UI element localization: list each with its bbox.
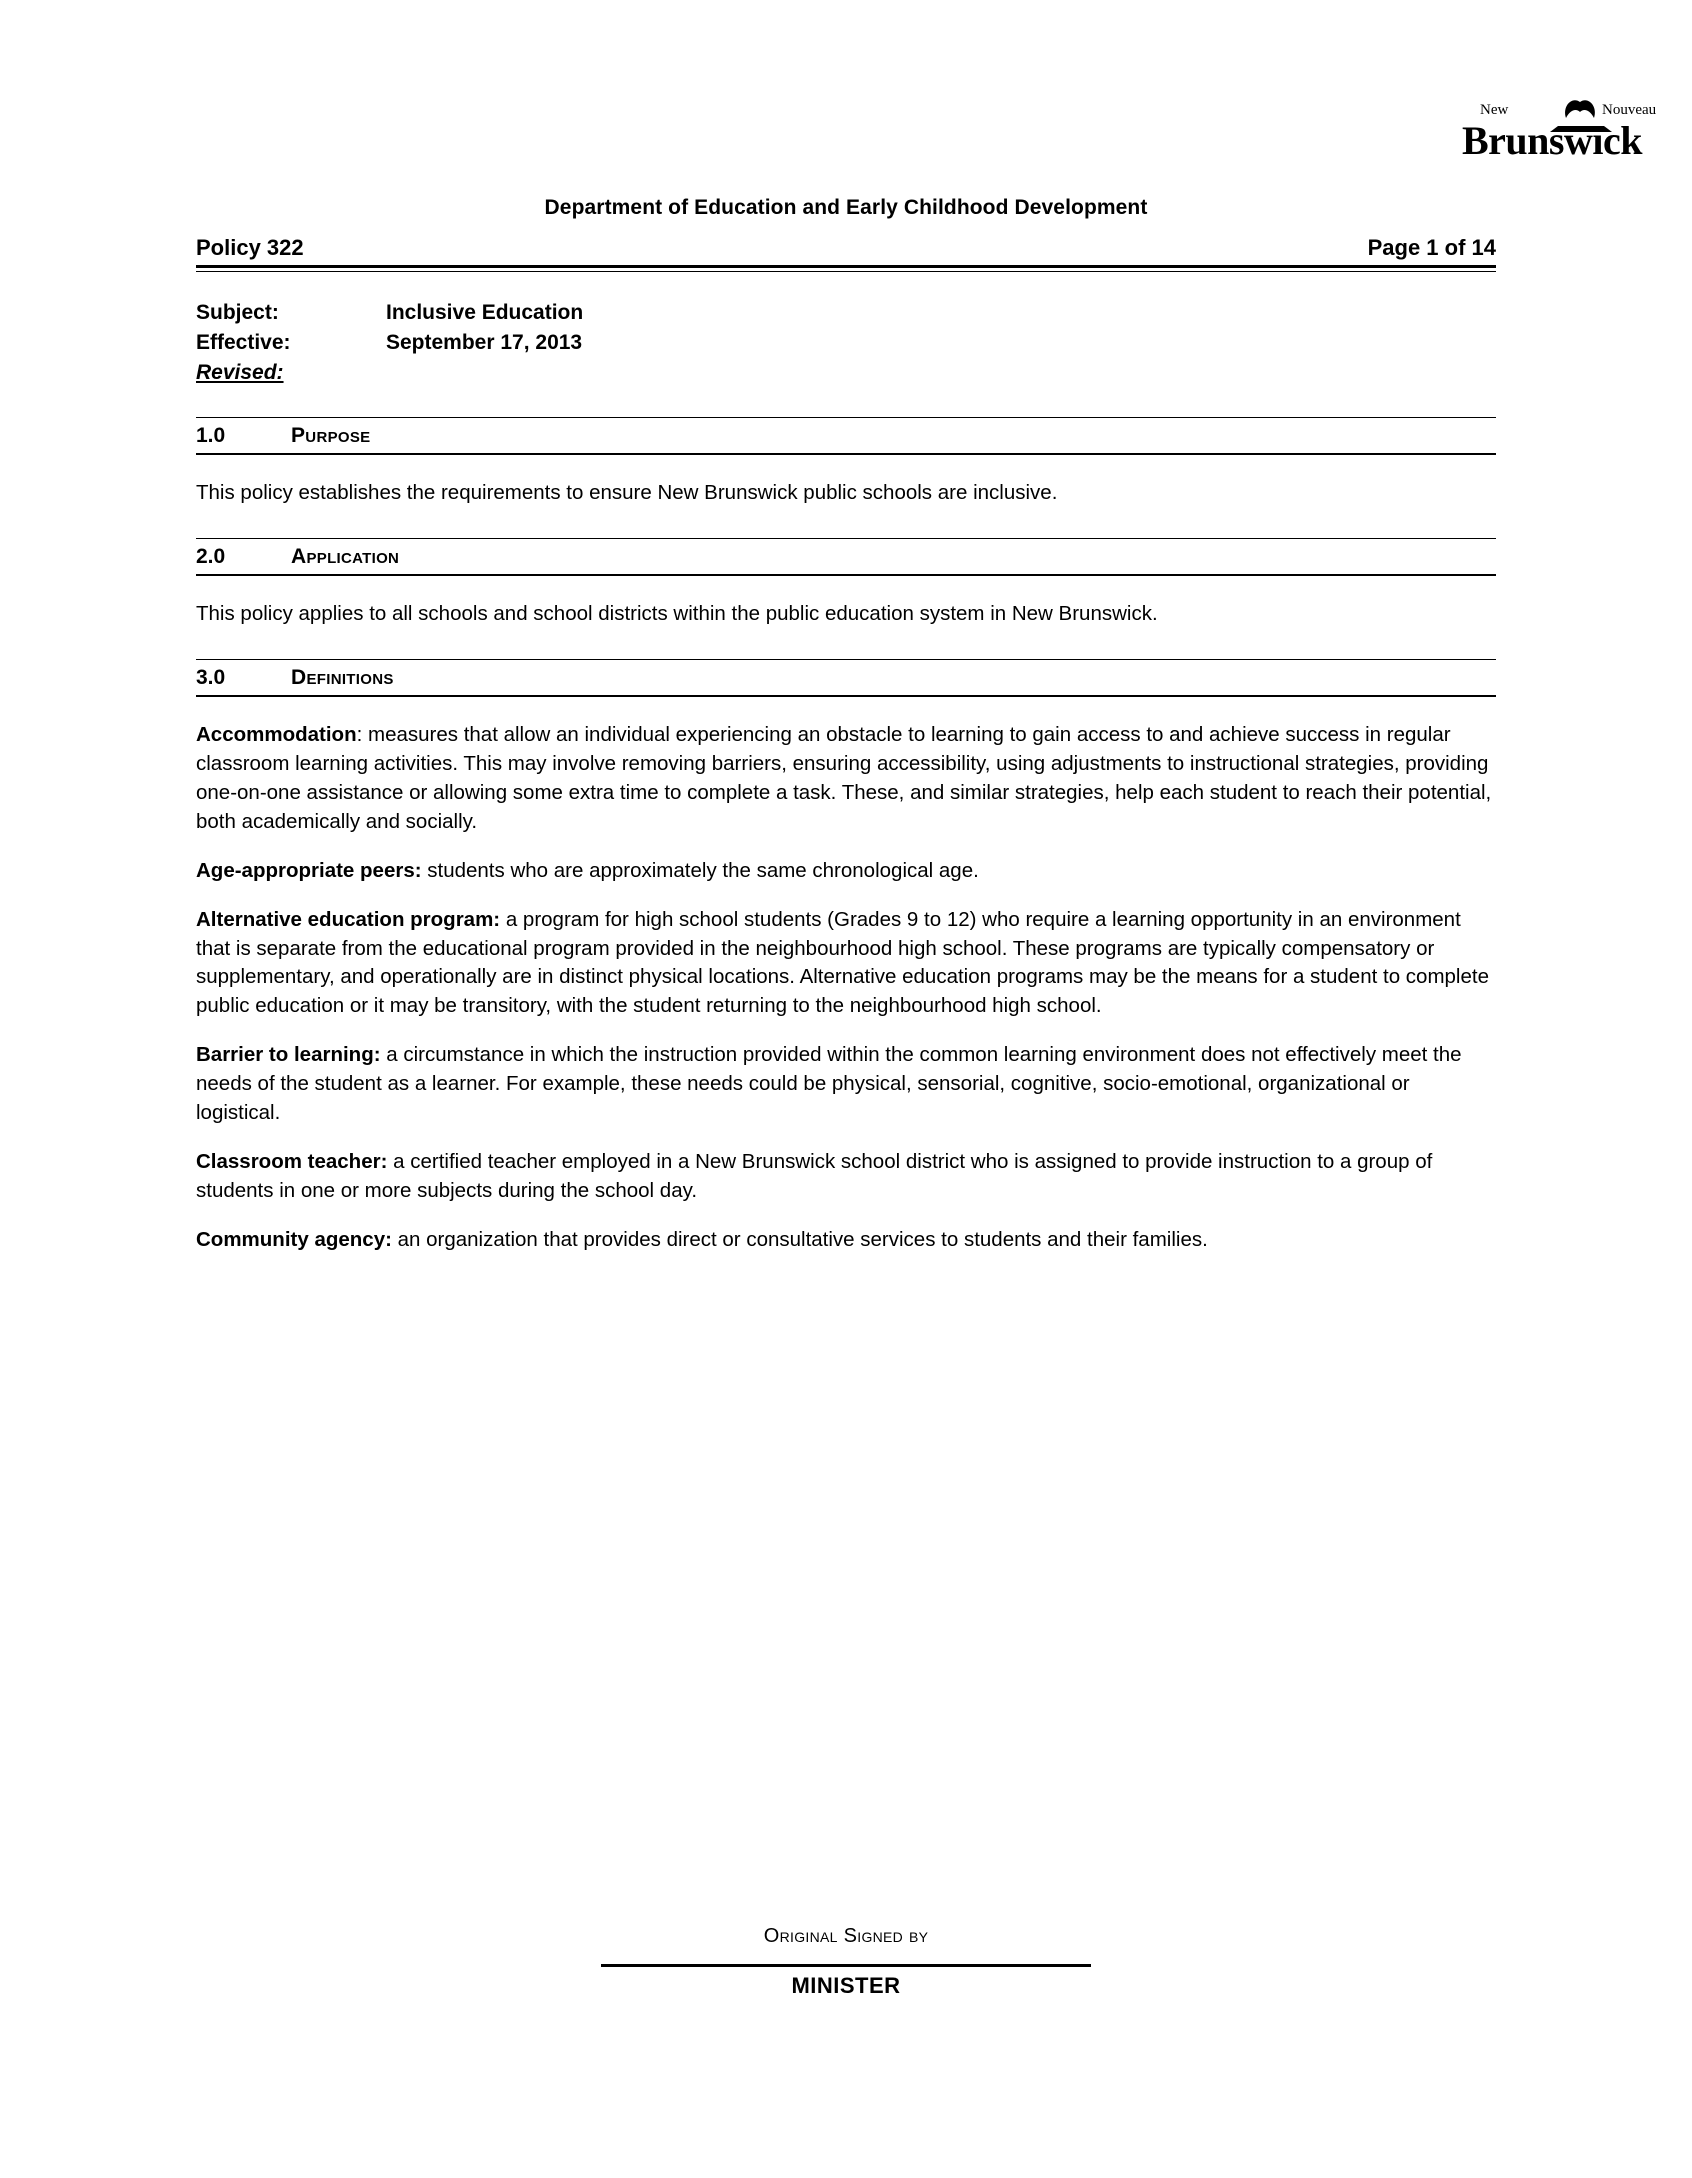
definition-barrier-to-learning [196,1041,1496,1128]
svg-text:New: New [1480,102,1509,118]
page-content [196,0,1496,1255]
section-rule-bottom [196,453,1496,455]
effective-label: Effective: [196,330,291,354]
section-heading [196,660,1496,695]
definition-term: Accommodation [196,723,357,747]
original-signed-by: Original Signed by [763,1925,929,1947]
definition-text: an organization that provides direct or consultative services to students and their families. [391,1227,1208,1251]
definition-term: Community agency: [196,1227,392,1251]
paragraph-text: This policy establishes the requirements to ensure New Brunswick public schools are inclusive. [196,481,1058,505]
department-title: Department of Education and Early Childhood Development [544,196,1148,219]
subject-label: Subject: [196,301,279,324]
revised-label: Revised: [196,360,284,384]
logo-graphic [1462,92,1692,162]
section-number: 2.0 [196,545,226,569]
page-indicator: Page 1 of 14 [1367,235,1496,260]
paragraph [196,600,1496,629]
paragraph [196,479,1496,508]
section-heading [196,539,1496,574]
section-rule-bottom [196,695,1496,697]
section-application [196,538,1496,629]
section-rule-bottom [196,574,1496,576]
definition-term: Barrier to learning: [196,1043,381,1067]
signature-line [601,1964,1091,1967]
signature-title: MINISTER [791,1973,901,1998]
policy-number: Policy 322 [196,235,304,260]
definition-community-agency [196,1226,1496,1255]
definition-text: a program for high school students (Grades 9 to 12) who require a learning opportunity in an environment that is separate from the educational program provided in the neighbourhood high school. These programs are typically compensatory or supplementary, and operationally are in distinct physical locations. Alternative education programs may be the means for a student to complete public education or it may be transitory, with the student returning to the neighbourhood high school. [196,907,1489,1018]
definition-term: Alternative education program: [196,907,501,931]
section-heading [196,418,1496,453]
section-title: Purpose [291,424,371,448]
subject-row [196,298,1496,328]
policy-meta [196,298,1496,387]
section-title: Application [291,545,400,569]
definition-term: Age-appropriate peers: [196,858,422,882]
section-number: 3.0 [196,666,226,690]
section-purpose [196,417,1496,508]
svg-text:Brunswick: Brunswick [1462,118,1642,162]
definition-accommodation [196,721,1496,837]
subject-value: Inclusive Education [386,301,584,324]
policy-header-row [196,235,1496,261]
definition-text: a certified teacher employed in a New Brunswick school district who is assigned to provide instruction to a group of students in one or more subjects during the school day. [196,1149,1433,1202]
section-number: 1.0 [196,424,226,448]
definition-text: students who are approximately the same chronological age. [421,858,979,882]
section-title: Definitions [291,666,394,690]
definition-alternative-education-program [196,906,1496,1022]
section-definitions [196,659,1496,1254]
header-divider [196,265,1496,272]
svg-text:Nouveau: Nouveau [1602,102,1657,118]
revised-row [196,358,1496,388]
definition-age-appropriate-peers [196,857,1496,886]
effective-value: September 17, 2013 [386,330,583,354]
definition-term: Classroom teacher: [196,1149,388,1173]
signature-block [196,1925,1496,1999]
new-brunswick-logo [1462,92,1692,162]
definition-text: a circumstance in which the instruction provided within the common learning environment does not effectively meet the needs of the student as a learner. For example, these needs could be physical, sensorial, cognitive, socio-emotional, organizational or logistical. [196,1043,1462,1125]
definition-classroom-teacher [196,1148,1496,1206]
definition-text: : measures that allow an individual experiencing an obstacle to learning to gain access to and achieve success in regular classroom learning activities. This may involve removing barriers, ensuring accessibility, using adjustments to instructional strategies, providing one-on-one assistance or allowing some extra time to complete a task. These, and similar strategies, help each student to reach their potential, both academically and socially. [196,723,1492,833]
paragraph-text: This policy applies to all schools and school districts within the public education system in New Brunswick. [196,602,1158,626]
effective-row [196,328,1496,358]
